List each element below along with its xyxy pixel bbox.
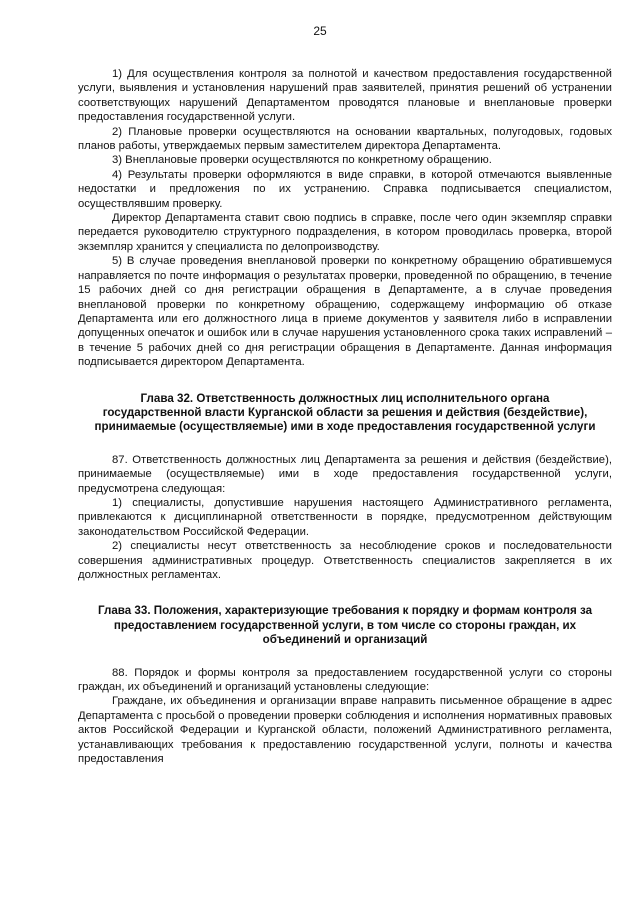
chapter-32-heading: Глава 32. Ответственность должностных лиц исполнительного органа государственной власти Курганской области за решения и действия (бездействие), принимаемые (осуществляемые) ими в ходе предоставления государственной услуги [94,391,596,434]
spacer [78,648,612,666]
spacer [78,435,612,453]
paragraph-87-item-1: 1) специалисты, допустившие нарушения настоящего Административного регламента, привлекаются к дисциплинарной ответственности в порядке, предусмотренном действующим законодательством Российской Федерации. [78,496,612,538]
spacer [78,582,612,604]
spacer [78,370,612,392]
paragraph-88: 88. Порядок и формы контроля за предоставлением государственной услуги со стороны граждан, их объединений и организаций установлены следующие: [78,666,612,694]
paragraph-control-5: Директор Департамента ставит свою подпись в справке, после чего один экземпляр справки передается руководителю структурного подразделения, в котором проводилась проверка, второй экземпляр хранится у специалиста по делопроизводству. [78,212,612,253]
paragraph-87: 87. Ответственность должностных лиц Департамента за решения и действия (бездействие), принимаемые (осуществляемые) ими в ходе предоставления государственной услуги, предусмотрена следующая: [78,453,612,495]
chapter-33-heading: Глава 33. Положения, характеризующие требования к порядку и формам контроля за предоставлением государственной услуги, в том числе со стороны граждан, их объединений и организаций [97,604,593,647]
paragraph-control-2: 2) Плановые проверки осуществляются на основании квартальных, полугодовых, годовых планов работы, утверждаемых первым заместителем директора Департамента. [78,125,612,153]
paragraph-control-3: 3) Внеплановые проверки осуществляются по конкретному обращению. [112,154,492,167]
page-number: 25 [313,24,327,38]
paragraph-control-1: 1) Для осуществления контроля за полнотой и качеством предоставления государственной услуги, выявления и установления нарушений прав заявителей, принятия решений об устранении соответствующих нарушений Департаментом проводятся плановые и внеплановые проверки предоставления государственной услуги. [78,68,612,124]
paragraph-control-6: 5) В случае проведения внеплановой проверки по конкретному обращению обратившемуся направляется по почте информация о результатах проверки, проведенной по обращению, в течение 15 рабочих дней со дня регистрации обращения в Департаменте, а в случае проведения внеплановой проверки по конкретному обращению, содержащему информацию об отказе Департамента или его должностного лица в приеме документов у заявителя либо в исправлении допущенных опечаток и ошибок или в случае нарушения установленного срока таких исправлений – в течение 5 рабочих дней со дня регистрации обращения в Департаменте. Данная информация подписывается директором Департамента. [78,255,612,369]
paragraph-87-item-2: 2) специалисты несут ответственность за несоблюдение сроков и последовательности совершения административных процедур. Ответственность специалистов закрепляется в их должностных регламентах. [78,540,612,581]
paragraph-88-citizens: Граждане, их объединения и организации вправе направить письменное обращение в адрес Департамента с просьбой о проведении проверки соблюдения и исполнения нормативных правовых актов Российской Федерации и Курганской области, положений Административного регламента, устанавливающих требования к предоставлению государственной услуги, полноты и качества предоставления [78,695,612,766]
page-content [78,67,612,766]
paragraph-control-4: 4) Результаты проверки оформляются в виде справки, в которой отмечаются выявленные недостатки и предложения по их устранению. Справка подписывается специалистом, осуществлявшим проверку. [78,168,612,210]
